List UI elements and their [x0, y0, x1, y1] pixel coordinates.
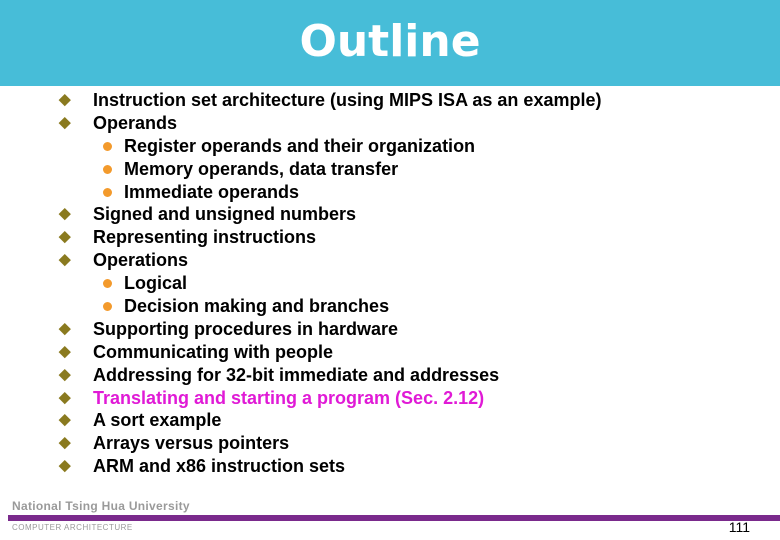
- dot-bullet-icon: [103, 279, 112, 288]
- dot-bullet-icon: [103, 188, 112, 197]
- list-item-text: Communicating with people: [93, 341, 334, 362]
- list-item: [0, 89, 780, 112]
- list-item-text: Operands: [93, 112, 178, 133]
- list-item-text: Register operands and their organization: [124, 135, 476, 156]
- list-item-text: Instruction set architecture (using MIPS ISA as an example): [93, 90, 602, 110]
- list-item: [0, 409, 780, 432]
- list-item: [0, 249, 780, 272]
- diamond-bullet-icon: ◆: [59, 319, 71, 337]
- list-item-text: Translating and starting a program (Sec. 2.12): [93, 387, 485, 408]
- list-item-text: Arrays versus pointers: [93, 433, 290, 454]
- diamond-bullet-icon: ◆: [59, 365, 71, 383]
- list-item: [0, 203, 780, 226]
- list-item-text: Immediate operands: [124, 181, 300, 202]
- page-number: 111: [728, 519, 750, 535]
- list-item-text: ARM and x86 instruction sets: [93, 456, 346, 477]
- sub-list-item: [0, 181, 780, 204]
- diamond-bullet-icon: ◆: [59, 113, 71, 131]
- dot-bullet-icon: [103, 142, 112, 151]
- slide-title: Outline: [299, 16, 481, 67]
- diamond-bullet-icon: ◆: [59, 228, 71, 246]
- diamond-bullet-icon: ◆: [59, 342, 71, 360]
- list-item: [0, 455, 780, 478]
- diamond-bullet-icon: ◆: [59, 91, 71, 108]
- list-item: [0, 226, 780, 249]
- highlighted-list-item: [0, 387, 780, 410]
- diamond-bullet-icon: ◆: [59, 411, 71, 429]
- list-item-text: Signed and unsigned numbers: [93, 204, 357, 225]
- list-item-text: Operations: [93, 250, 189, 271]
- footer-course: COMPUTER ARCHITECTURE: [12, 523, 133, 532]
- list-item-text: Memory operands, data transfer: [124, 158, 399, 179]
- sub-list-item: [0, 158, 780, 181]
- footer-divider: [8, 515, 780, 521]
- list-item: [0, 112, 780, 135]
- list-item-text: Decision making and branches: [124, 296, 390, 317]
- diamond-bullet-icon: ◆: [59, 457, 71, 475]
- diamond-bullet-icon: ◆: [59, 388, 71, 406]
- list-item-text: Addressing for 32-bit immediate and addresses: [93, 364, 500, 385]
- outline-list: [0, 89, 780, 478]
- diamond-bullet-icon: ◆: [59, 434, 71, 452]
- list-item-text: Logical: [124, 273, 188, 294]
- list-item: [0, 364, 780, 387]
- list-item-text: Representing instructions: [93, 227, 317, 248]
- list-item-text: Supporting procedures in hardware: [93, 318, 399, 339]
- list-item: [0, 341, 780, 364]
- footer-university: National Tsing Hua University: [12, 499, 190, 513]
- list-item: [0, 318, 780, 341]
- sub-list-item: [0, 135, 780, 158]
- diamond-bullet-icon: ◆: [59, 251, 71, 269]
- list-item-text: A sort example: [93, 410, 222, 431]
- list-item: [0, 432, 780, 455]
- dot-bullet-icon: [103, 302, 112, 311]
- sub-list-item: [0, 272, 780, 295]
- diamond-bullet-icon: ◆: [59, 205, 71, 223]
- sub-list-item: [0, 295, 780, 318]
- dot-bullet-icon: [103, 165, 112, 174]
